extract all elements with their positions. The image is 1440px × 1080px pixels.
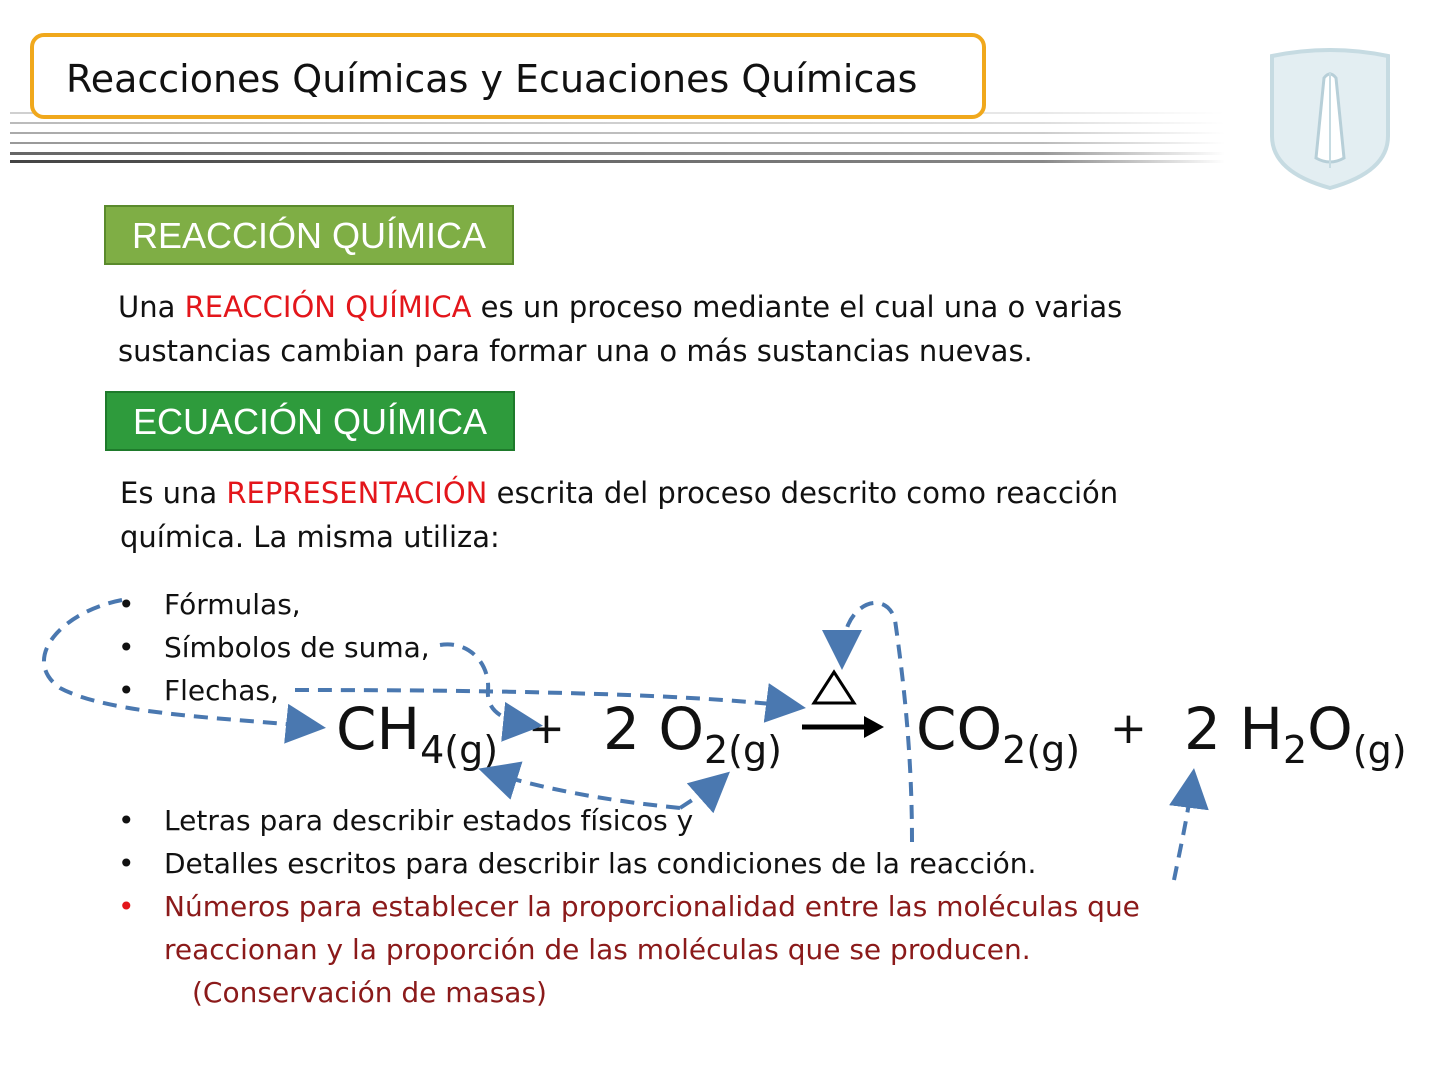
formula-h2o: 2 H xyxy=(1184,695,1283,763)
list-item-continuation xyxy=(118,928,1140,971)
formula-ch4: CH xyxy=(336,695,421,763)
definition-text-end: es un proceso mediante el cual una o varias sustancias cambian para formar una o más sustancias nuevas. xyxy=(118,290,1123,368)
dashed-arrow xyxy=(440,644,535,725)
state-subscript: 4(g) xyxy=(420,728,499,772)
state-subscript: 2(g) xyxy=(704,728,782,772)
reaction-arrow-icon xyxy=(802,716,884,738)
equation-plus: + xyxy=(528,703,565,754)
state-subscript: 2(g) xyxy=(1002,728,1081,772)
bullet-text: Números para establecer la proporcionalidad entre las moléculas que xyxy=(164,890,1140,923)
definition-highlight: REPRESENTACIÓN xyxy=(226,476,488,510)
bullet-icon: • xyxy=(118,847,135,880)
list-item xyxy=(118,885,1140,928)
dashed-arrow xyxy=(1174,776,1193,880)
definition-text-start: Una xyxy=(118,290,185,324)
list-item xyxy=(118,842,1140,885)
definition-text-end: escrita del proceso descrito como reacción química. La misma utiliza: xyxy=(120,476,1119,554)
conservation-note: (Conservación de masas) xyxy=(192,976,547,1009)
definition-text-start: Es una xyxy=(120,476,227,510)
bullet-text: Detalles escritos para describir las condiciones de la reacción. xyxy=(164,847,1037,880)
definition-highlight: REACCIÓN QUÍMICA xyxy=(184,290,472,324)
equation-label: ECUACIÓN QUÍMICA xyxy=(105,391,515,451)
bullet-text: reaccionan y la proporción de las moléculas que se producen. xyxy=(164,933,1031,966)
bullet-text: Fórmulas, xyxy=(164,588,301,621)
bullet-icon: • xyxy=(118,890,135,923)
dashed-arrow xyxy=(44,600,318,727)
bullet-list-bottom xyxy=(118,799,1140,971)
dashed-arrow xyxy=(295,690,798,707)
formula-oxygen: O xyxy=(1307,695,1353,763)
formula-o2: 2 O xyxy=(603,695,704,763)
formula-co2: CO xyxy=(916,695,1003,763)
bullet-icon: • xyxy=(118,631,135,664)
title-box xyxy=(30,33,986,119)
page-title: Reacciones Químicas y Ecuaciones Químicas xyxy=(66,57,918,101)
atom-subscript: 2 xyxy=(1282,728,1308,772)
reaction-label: REACCIÓN QUÍMICA xyxy=(104,205,514,265)
state-subscript: (g) xyxy=(1352,728,1407,772)
bullet-text: Flechas, xyxy=(164,674,279,707)
list-item xyxy=(118,799,1140,842)
bullet-icon: • xyxy=(118,674,135,707)
heat-delta-icon xyxy=(814,672,854,703)
bullet-text: Letras para describir estados físicos y xyxy=(164,804,694,837)
equation-plus: + xyxy=(1110,703,1147,754)
bullet-text: Símbolos de suma, xyxy=(164,631,430,664)
bullet-icon: • xyxy=(118,588,135,621)
bullet-icon: • xyxy=(118,804,135,837)
